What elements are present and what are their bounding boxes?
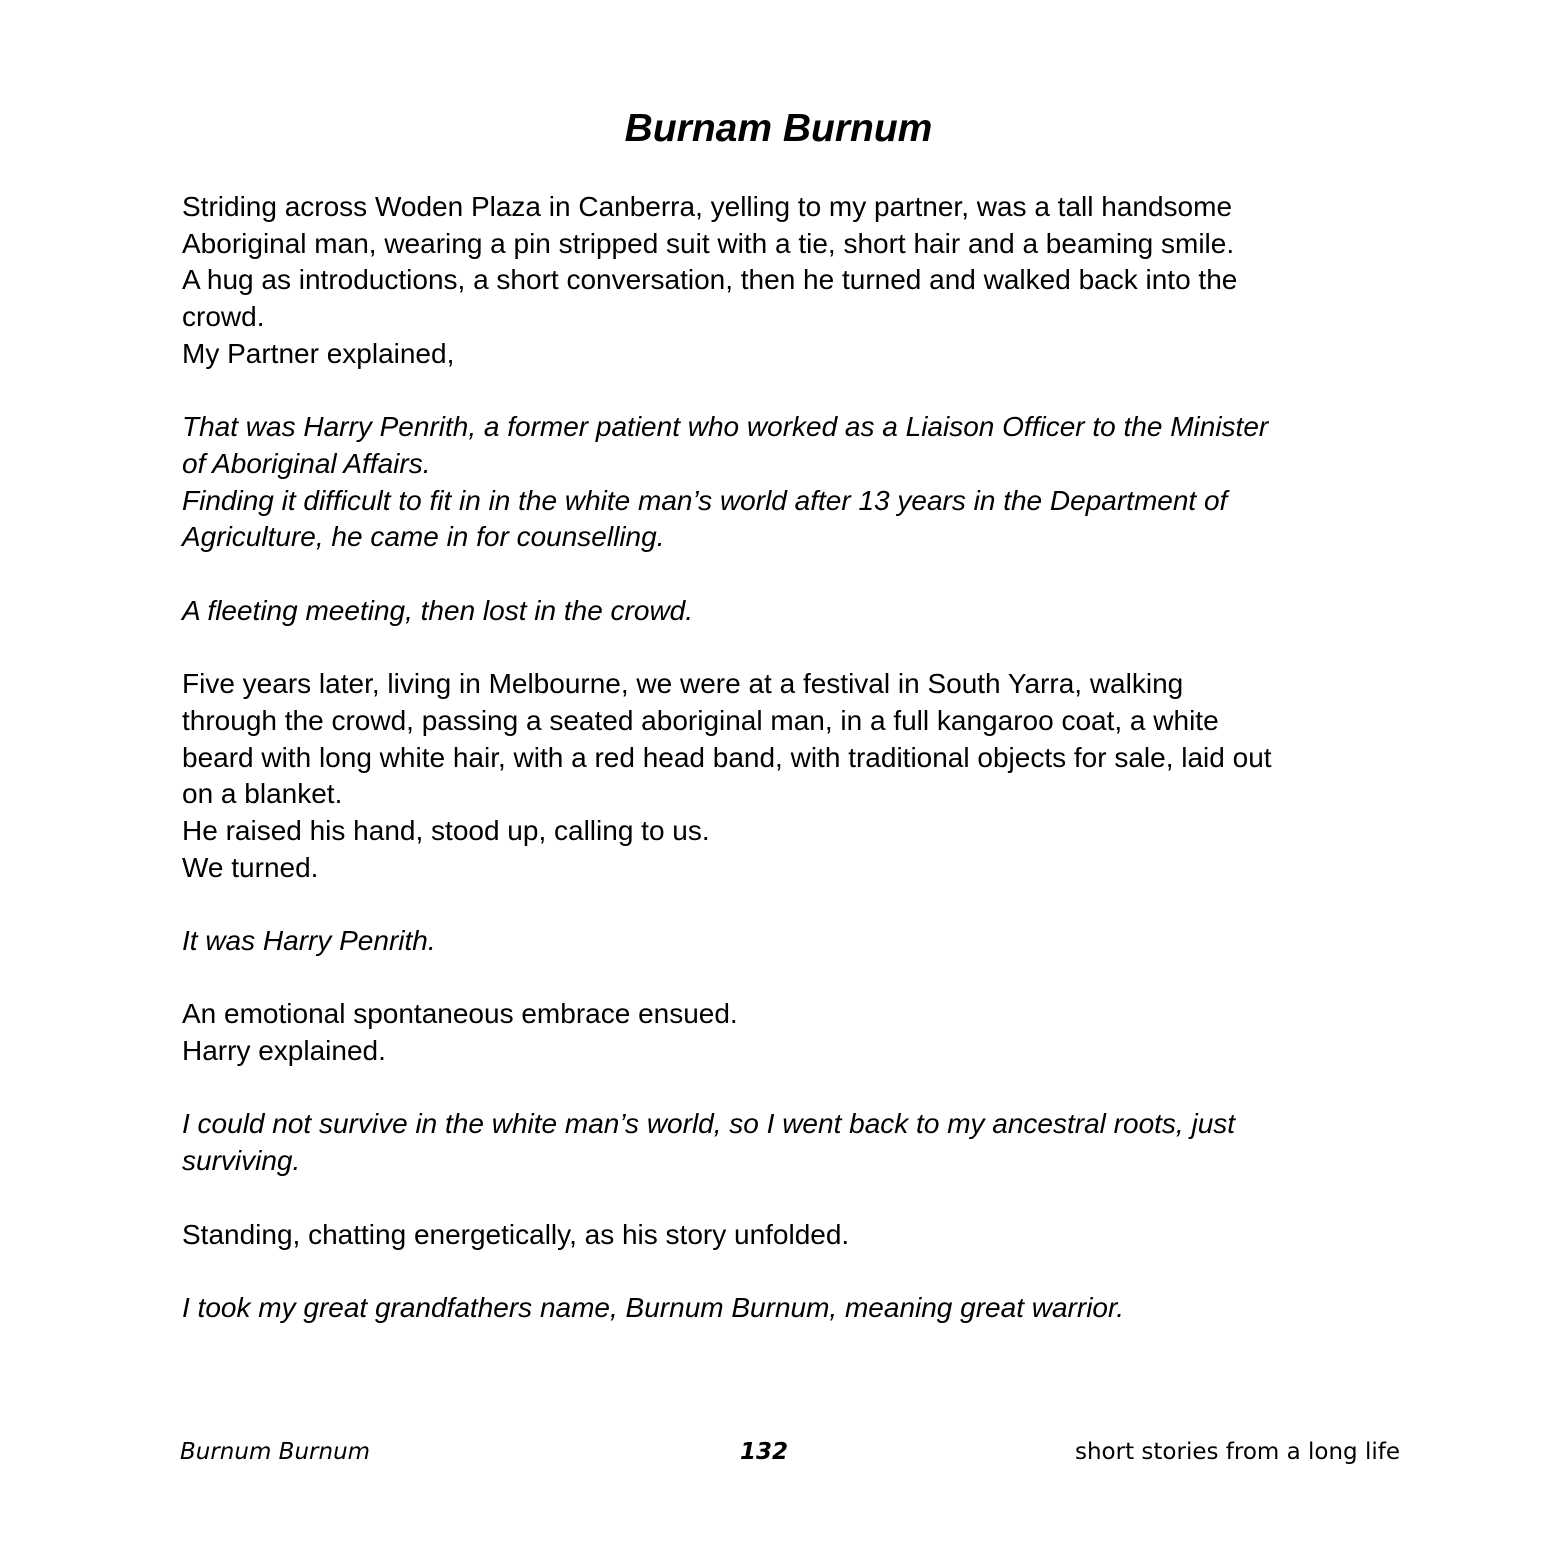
text-line: Agriculture, he came in for counselling.	[182, 521, 665, 553]
text-line: He raised his hand, stood up, calling to us.	[182, 814, 710, 846]
paragraph-gap	[182, 556, 1412, 593]
text-line: Harry explained.	[182, 1035, 386, 1067]
text-line: through the crowd, passing a seated aboriginal man, in a full kangaroo coat, a white	[182, 704, 1219, 736]
paragraph-gap	[182, 373, 1412, 410]
footer-book-title: short stories from a long life	[1075, 1439, 1400, 1465]
paragraph-7-quote	[182, 1106, 1412, 1179]
paragraph-gap	[182, 886, 1412, 923]
paragraph-3: A fleeting meeting, then lost in the crowd.	[182, 594, 694, 626]
text-line: surviving.	[182, 1145, 301, 1177]
page-number: 132	[740, 1439, 789, 1465]
text-line: crowd.	[182, 301, 265, 333]
text-line: A hug as introductions, a short conversation, then he turned and walked back into the	[182, 264, 1238, 296]
paragraph-1	[182, 189, 1412, 373]
text-line: of Aboriginal Affairs.	[182, 447, 431, 479]
text-line: I could not survive in the white man’s world, so I went back to my ancestral roots, just	[182, 1108, 1236, 1140]
paragraph-gap	[182, 960, 1412, 997]
text-line: on a blanket.	[182, 778, 343, 810]
paragraph-gap	[182, 629, 1412, 666]
text-line: Five years later, living in Melbourne, we were at a festival in South Yarra, walking	[182, 668, 1184, 700]
text-line: Aboriginal man, wearing a pin stripped suit with a tie, short hair and a beaming smile.	[182, 227, 1235, 259]
paragraph-6	[182, 996, 1412, 1069]
paragraph-8: Standing, chatting energetically, as his story unfolded.	[182, 1218, 850, 1250]
paragraph-4	[182, 666, 1412, 886]
paragraph-2-quote	[182, 409, 1412, 556]
paragraph-9-quote: I took my great grandfathers name, Burnum Burnum, meaning great warrior.	[182, 1291, 1125, 1323]
footer-running-title: Burnum Burnum	[180, 1439, 371, 1465]
paragraph-5: It was Harry Penrith.	[182, 925, 436, 956]
paragraph-gap	[182, 1253, 1412, 1290]
paragraph-gap	[182, 1070, 1412, 1107]
page-title: Burnam Burnum	[624, 107, 933, 150]
text-line: My Partner explained,	[182, 337, 455, 369]
paragraph-gap	[182, 1180, 1412, 1217]
page-footer	[0, 1434, 1557, 1470]
text-line: We turned.	[182, 851, 319, 883]
story-body	[182, 189, 1412, 1327]
text-line: An emotional spontaneous embrace ensued.	[182, 998, 738, 1030]
text-line: beard with long white hair, with a red head band, with traditional objects for sale, laid out	[182, 741, 1272, 773]
text-line: Finding it difficult to fit in in the white man’s world after 13 years in the Department of	[182, 484, 1228, 516]
text-line: Striding across Woden Plaza in Canberra, yelling to my partner, was a tall handsome	[182, 191, 1233, 222]
text-line: That was Harry Penrith, a former patient who worked as a Liaison Officer to the Minister	[182, 411, 1269, 443]
